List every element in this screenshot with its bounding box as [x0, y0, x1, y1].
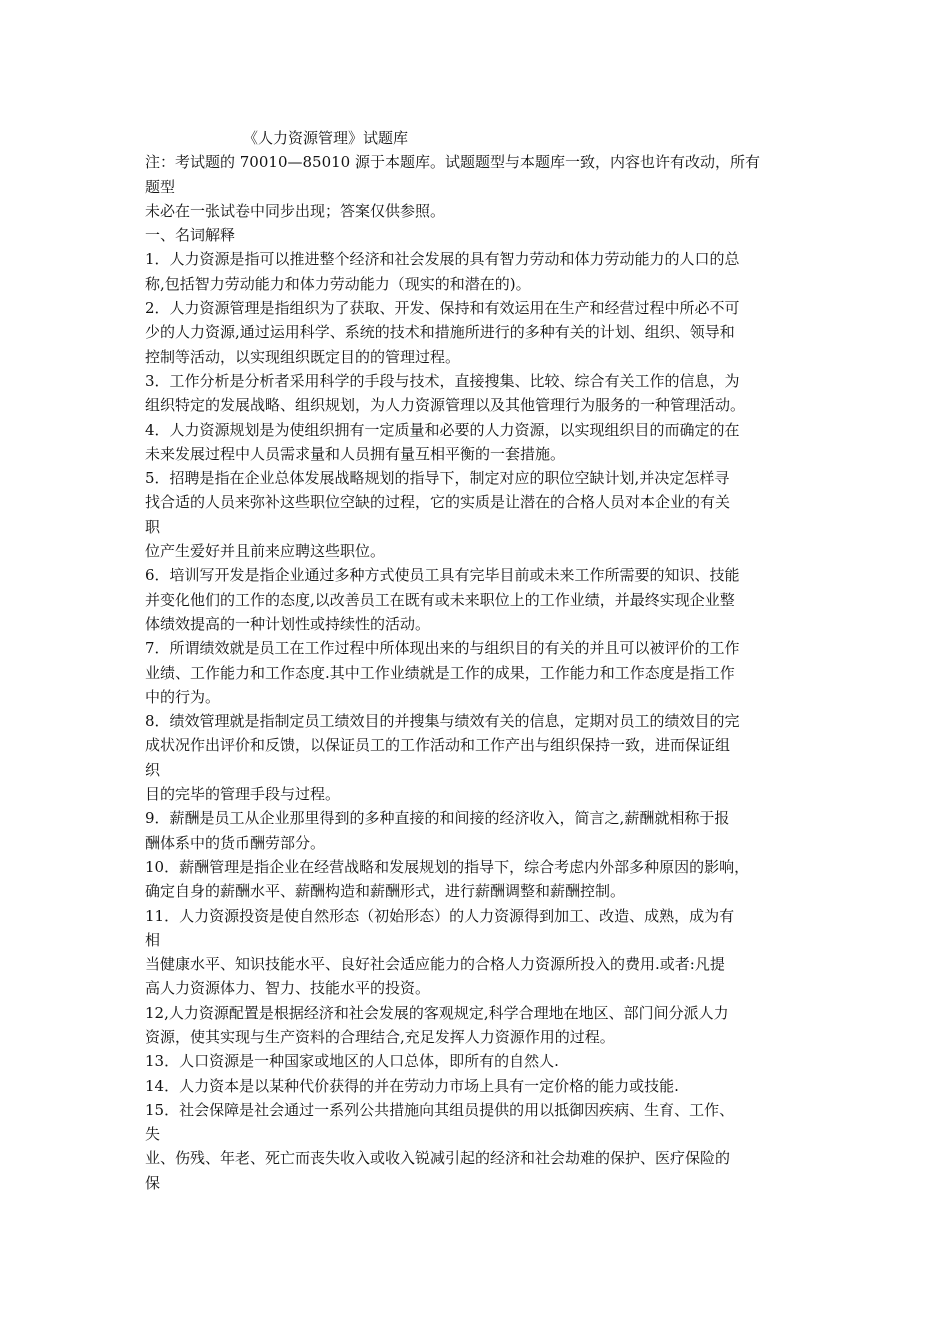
text-line: 业、伤残、年老、死亡而丧失收入或收入锐减引起的经济和社会劫难的保护、医疗保险的 [145, 1149, 731, 1168]
document-body [145, 126, 810, 1195]
text-line: 找合适的人员来弥补这些职位空缺的过程，它的实质是让潜在的合格人员对本企业的有关 [145, 493, 731, 512]
text-line: 2．人力资源管理是指组织为了获取、开发、保持和有效运用在生产和经营过程中所必不可 [145, 299, 740, 318]
text-line: 当健康水平、知识技能水平、良好社会适应能力的合格人力资源所投入的费用.或者:凡提 [145, 955, 725, 974]
text-line: 未必在一张试卷中同步出现；答案仅供参照。 [145, 201, 446, 220]
text-line: 相 [145, 930, 161, 949]
text-line: 12,人力资源配置是根据经济和社会发展的客观规定,科学合理地在地区、部门间分派人力 [145, 1003, 729, 1022]
text-line: 8．绩效管理就是指制定员工绩效目的并搜集与绩效有关的信息，定期对员工的绩效目的完 [145, 712, 740, 731]
text-line: 9．薪酬是员工从企业那里得到的多种直接的和间接的经济收入，简言之,薪酬就相称于报 [145, 809, 730, 828]
text-line: 酬体系中的货币酬劳部分。 [145, 833, 326, 852]
text-line: 少的人力资源,通过运用科学、系统的技术和措施所进行的多种有关的计划、组织、领导和 [145, 323, 735, 342]
text-line: 中的行为。 [145, 687, 221, 706]
text-line: 成状况作出评价和反馈，以保证员工的工作活动和工作产出与组织保持一致，进而保证组 [145, 736, 731, 755]
text-line: 题型 [145, 177, 176, 196]
text-line: 未来发展过程中人员需求量和人员拥有量互相平衡的一套措施。 [145, 444, 566, 463]
text-line: 5．招聘是指在企业总体发展战略规划的指导下，制定对应的职位空缺计划,并决定怎样寻 [145, 469, 730, 488]
text-line: 称,包括智力劳动能力和体力劳动能力（现实的和潜在的)。 [145, 274, 531, 293]
text-line: 确定自身的薪酬水平、薪酬构造和薪酬形式，进行薪酬调整和薪酬控制。 [145, 882, 626, 901]
text-line: 资源，使其实现与生产资料的合理结合,充足发挥人力资源作用的过程。 [145, 1027, 615, 1046]
text-line: 高人力资源体力、智力、技能水平的投资。 [145, 979, 431, 998]
text-line: 6．培训写开发是指企业通过多种方式使员工具有完毕目前或未来工作所需要的知识、技能 [145, 566, 740, 585]
text-line: 4．人力资源规划是为使组织拥有一定质量和必要的人力资源，以实现组织目的而确定的在 [145, 420, 740, 439]
text-line: 一、名词解释 [145, 226, 236, 245]
text-line: 职 [145, 517, 161, 536]
text-line: 3．工作分析是分析者采用科学的手段与技术，直接搜集、比较、综合有关工作的信息，为 [145, 371, 740, 390]
text-line: 15．社会保障是社会通过一系列公共措施向其组员提供的用以抵御因疾病、生育、工作、 [145, 1100, 735, 1119]
text-line: 控制等活动，以实现组织既定目的的管理过程。 [145, 347, 461, 366]
text-line: 位产生爱好并且前来应聘这些职位。 [145, 542, 386, 561]
text-line: 14．人力资本是以某种代价获得的并在劳动力市场上具有一定价格的能力或技能. [145, 1076, 679, 1095]
text-line: 1．人力资源是指可以推进整个经济和社会发展的具有智力劳动和体力劳动能力的人口的总 [145, 250, 740, 269]
text-line: 11．人力资源投资是使自然形态（初始形态）的人力资源得到加工、改造、成熟，成为有 [145, 906, 735, 925]
text-line: 保 [145, 1173, 161, 1192]
text-line: 7．所谓绩效就是员工在工作过程中所体现出来的与组织目的有关的并且可以被评价的工作 [145, 639, 740, 658]
text-line: 13．人口资源是一种国家或地区的人口总体，即所有的自然人. [145, 1052, 559, 1071]
text-line: 织 [145, 760, 161, 779]
text-line: 体绩效提高的一种计划性或持续性的活动。 [145, 614, 431, 633]
text-line: 目的完毕的管理手段与过程。 [145, 785, 341, 804]
text-line: 注：考试题的 70010—85010 源于本题库。试题题型与本题库一致，内容也许有改动，所有 [145, 153, 760, 172]
text-line: 10．薪酬管理是指企业在经营战略和发展规划的指导下，综合考虑内外部多种原因的影响， [145, 857, 750, 876]
document-title: 《人力资源管理》试题库 [243, 129, 409, 147]
text-line: 业绩、工作能力和工作态度.其中工作业绩就是工作的成果，工作能力和工作态度是指工作 [145, 663, 735, 682]
text-line: 并变化他们的工作的态度,以改善员工在既有或未来职位上的工作业绩，并最终实现企业整 [145, 590, 735, 609]
text-line: 组织特定的发展战略、组织规划，为人力资源管理以及其他管理行为服务的一种管理活动。 [145, 396, 746, 415]
text-line: 失 [145, 1125, 161, 1144]
